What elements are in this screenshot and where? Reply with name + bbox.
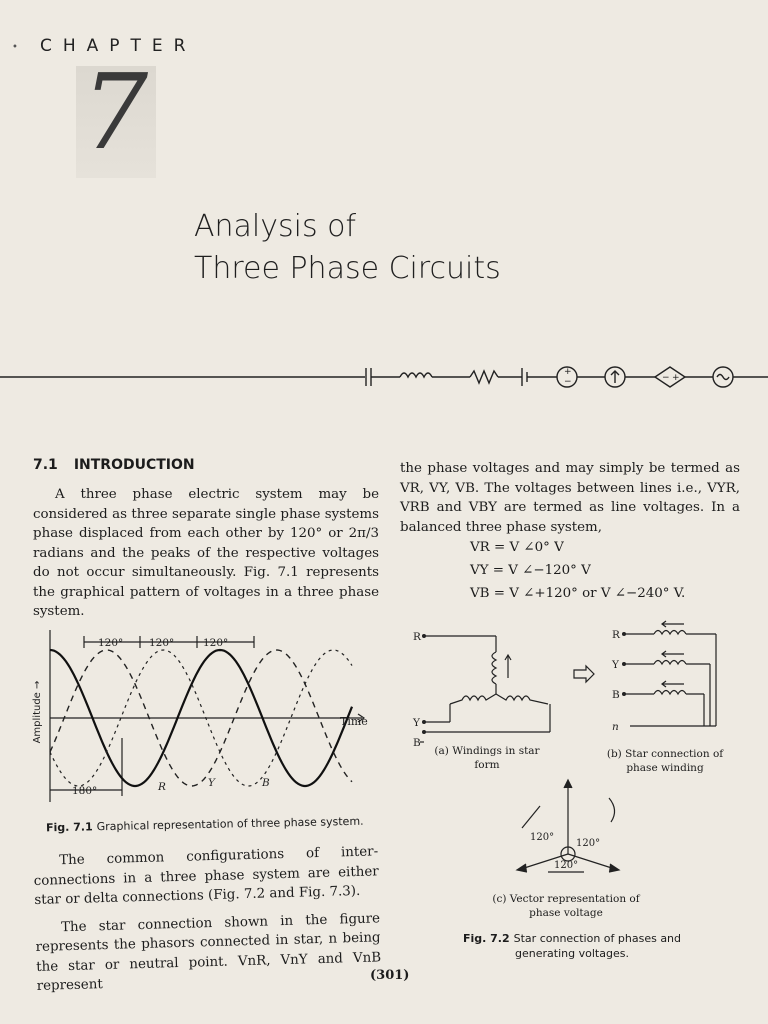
fig2b-term-b: B <box>612 689 620 701</box>
transform-arrow-icon <box>572 664 596 684</box>
star-connection-paragraph: The star connection shown in the figure represents the phasors connected in star, n being the star or neutral point. VnR, VnY and VnB represent <box>35 910 382 994</box>
fig1-caption-label: Fig. 7.1 <box>45 820 93 835</box>
fig2b-caption: (b) Star connection of phase winding <box>606 748 724 774</box>
spacing-label-3: 120° <box>203 637 229 649</box>
fig2-caption-label: Fig. 7.2 <box>462 932 510 945</box>
circuit-symbols-strip <box>0 360 768 400</box>
svg-text:−: − <box>662 373 670 383</box>
equation-vr: VR = V ∠0° V <box>470 540 564 555</box>
span-label: 180° <box>72 785 98 797</box>
section-number: 7.1 <box>33 457 58 473</box>
svg-text:+: + <box>564 367 572 377</box>
spacing-label-2: 120° <box>149 637 175 649</box>
fig2b-term-n: n <box>612 721 619 732</box>
fig2c-angle-1: 120° <box>530 832 555 843</box>
equation-vy: VY = V ∠−120° V <box>470 563 591 578</box>
fig2a-caption: (a) Windings in star form <box>434 745 540 771</box>
three-phase-waveform-graph <box>22 622 382 812</box>
fig1-caption <box>46 815 364 835</box>
equation-vb: VB = V ∠+120° or V ∠−240° V. <box>470 586 686 601</box>
fig2b-term-r: R <box>612 629 620 641</box>
phase-label-r: R <box>158 781 166 793</box>
fig2c-angle-3: 120° <box>554 860 579 871</box>
fig2c-angle-2: 120° <box>576 838 601 849</box>
fig2a-term-y: Y <box>413 717 420 729</box>
section-title: INTRODUCTION <box>73 457 195 473</box>
chapter-word: CHAPTER <box>40 36 197 56</box>
fig1-caption-text: Graphical representation of three phase system. <box>96 814 364 834</box>
fig2b-star-connection-diagram <box>610 620 725 732</box>
chapter-title <box>194 206 501 290</box>
amplitude-label: Amplitude → <box>32 680 43 744</box>
chapter-number: 7 <box>82 51 149 173</box>
intro-paragraph: A three phase electric system may be considered as three separate single phase systems phase displaced from each other by 120° or 2π/3 radians and the peaks of the respective voltages do not occur simultaneously. Fig. 7.1 represents the graphical pattern of voltages in a three phase system. <box>33 487 379 619</box>
configurations-paragraphs <box>33 842 382 996</box>
fig2a-term-b: B <box>413 737 421 749</box>
spacing-label-1: 120° <box>98 637 124 649</box>
section-heading <box>33 457 211 473</box>
svg-text:+: + <box>672 373 680 383</box>
chapter-title-line2: Three Phase Circuits <box>194 251 501 286</box>
configurations-paragraph: The common configurations of inter-connections in a three phase system are either star or delta connections (Fig. 7.2 and Fig. 7.3). <box>33 844 379 908</box>
phase-label-b: B <box>262 777 270 789</box>
fig2-caption <box>462 931 682 961</box>
fig2c-caption: (c) Vector representation of phase voltage <box>492 893 640 919</box>
phase-label-y: Y <box>208 777 215 789</box>
page-number: (301) <box>370 968 410 983</box>
fig2c-phasor-diagram <box>492 776 642 888</box>
fig2b-term-y: Y <box>612 659 619 671</box>
fig2a-windings-diagram <box>410 622 570 752</box>
fig2-caption-text: Star connection of phases and generating voltages. <box>513 932 682 960</box>
time-label: Time <box>340 715 368 728</box>
margin-dot: • <box>12 42 18 53</box>
chapter-title-line1: Analysis of <box>194 209 357 244</box>
svg-text:−: − <box>564 377 572 387</box>
phase-voltage-paragraph: the phase voltages and may simply be termed as VR, VY, VB. The voltages between lines i.e., VYR, VRB and VBY are termed as line voltages. In a balanced three phase system, <box>400 461 740 535</box>
fig2a-term-r: R <box>413 631 421 643</box>
